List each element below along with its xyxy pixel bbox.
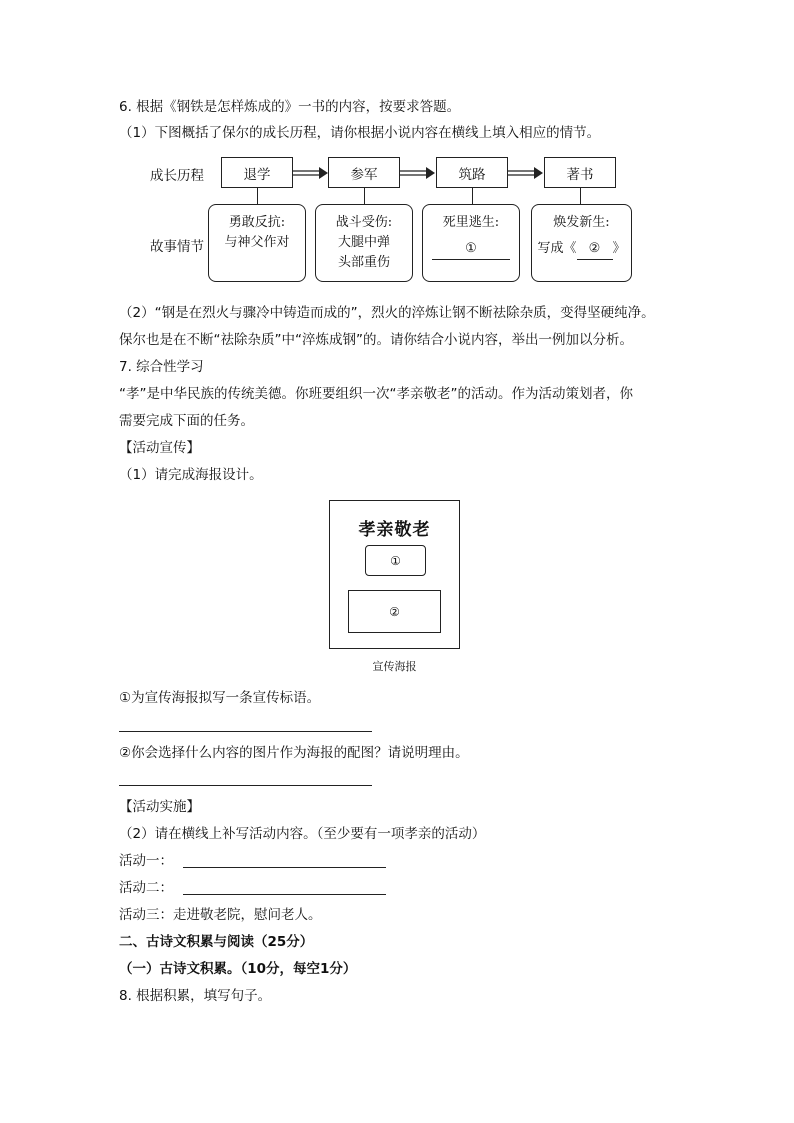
q7-intro-line2: 需要完成下面的任务。 [119, 413, 254, 429]
story-box-1 [208, 204, 306, 282]
poster-slot-2: ② [348, 590, 441, 633]
q6-sub2-line2: 保尔也是在不断“祛除杂质”中“淬炼成钢”的。请你结合小说内容，举出一例加以分析。 [119, 332, 633, 348]
poster-title: 孝亲敬老 [358, 520, 431, 540]
promo-task: （1）请完成海报设计。 [119, 467, 263, 483]
q6-sub2-line1: （2）“钢是在烈火与骤冷中铸造而成的”，烈火的淬炼让钢不断祛除杂质，变得坚硬纯净。 [119, 305, 655, 321]
story-4-blank: ② [577, 239, 613, 260]
stage-box-2: 参军 [328, 157, 400, 188]
q6-sub1: （1）下图概括了保尔的成长历程，请你根据小说内容在横线上填入相应的情节。 [119, 125, 601, 141]
story-box-4 [531, 204, 632, 282]
part2-sub-title: （一）古诗文积累。（10分，每空1分） [119, 961, 357, 977]
story-4-line1: 焕发新生: [553, 215, 610, 230]
story-2-line1: 战斗受伤: [335, 215, 393, 230]
story-3-blank: ① [432, 239, 510, 260]
connector-line [364, 188, 365, 204]
stage-box-1: 退学 [221, 157, 293, 188]
activity-2-label: 活动二： [119, 880, 173, 896]
arrow-icon [507, 163, 545, 183]
stage-box-3: 筑路 [436, 157, 508, 188]
answer-line [119, 731, 372, 732]
story-1-line1: 勇敢反抗: [228, 215, 286, 230]
connector-line [472, 188, 473, 204]
story-4-suffix: 》 [612, 241, 626, 256]
story-3-line1: 死里逃生: [442, 215, 500, 230]
answer-line [119, 785, 372, 786]
poster-slot-1: ① [365, 545, 426, 576]
q6-title: 6. 根据《钢铁是怎样炼成的》一书的内容，按要求答题。 [119, 99, 461, 115]
story-4-prefix: 写成《 [537, 241, 577, 256]
arrow-icon [399, 163, 437, 183]
activity-3-text: 走进敬老院，慰问老人。 [173, 907, 322, 923]
story-box-3 [422, 204, 520, 282]
part2-title: 二、古诗文积累与阅读（25分） [119, 934, 314, 950]
story-2-line3: 头部重伤 [337, 255, 390, 270]
activity-3-label: 活动三： [119, 907, 173, 923]
activity-2-line [183, 894, 386, 895]
task-b: ②你会选择什么内容的图片作为海报的配图？请说明理由。 [119, 745, 469, 761]
activity-1-label: 活动一： [119, 853, 173, 869]
arrow-icon [292, 163, 330, 183]
stage-box-4: 著书 [544, 157, 616, 188]
task-a: ①为宣传海报拟写一条宣传标语。 [119, 690, 321, 706]
q7-title: 7. 综合性学习 [119, 359, 204, 375]
q8-title: 8. 根据积累，填写句子。 [119, 988, 272, 1004]
activity-1-line [183, 867, 386, 868]
connector-line [580, 188, 581, 204]
story-1-line2: 与神父作对 [224, 235, 290, 250]
story-box-2 [315, 204, 413, 282]
poster [329, 500, 460, 649]
row-label-story: 故事情节 [150, 239, 204, 255]
poster-caption: 宣传海报 [372, 660, 417, 673]
story-2-line2: 大腿中弹 [337, 235, 390, 250]
row-label-growth: 成长历程 [150, 168, 204, 184]
impl-task: （2）请在横线上补写活动内容。（至少要有一项孝亲的活动） [119, 826, 486, 842]
activity-3 [119, 906, 322, 924]
q7-intro-line1: “孝”是中华民族的传统美德。你班要组织一次“孝亲敬老”的活动。作为活动策划者，你 [119, 386, 633, 402]
section-impl: 【活动实施】 [119, 799, 200, 815]
section-promo: 【活动宣传】 [119, 440, 200, 456]
connector-line [257, 188, 258, 204]
